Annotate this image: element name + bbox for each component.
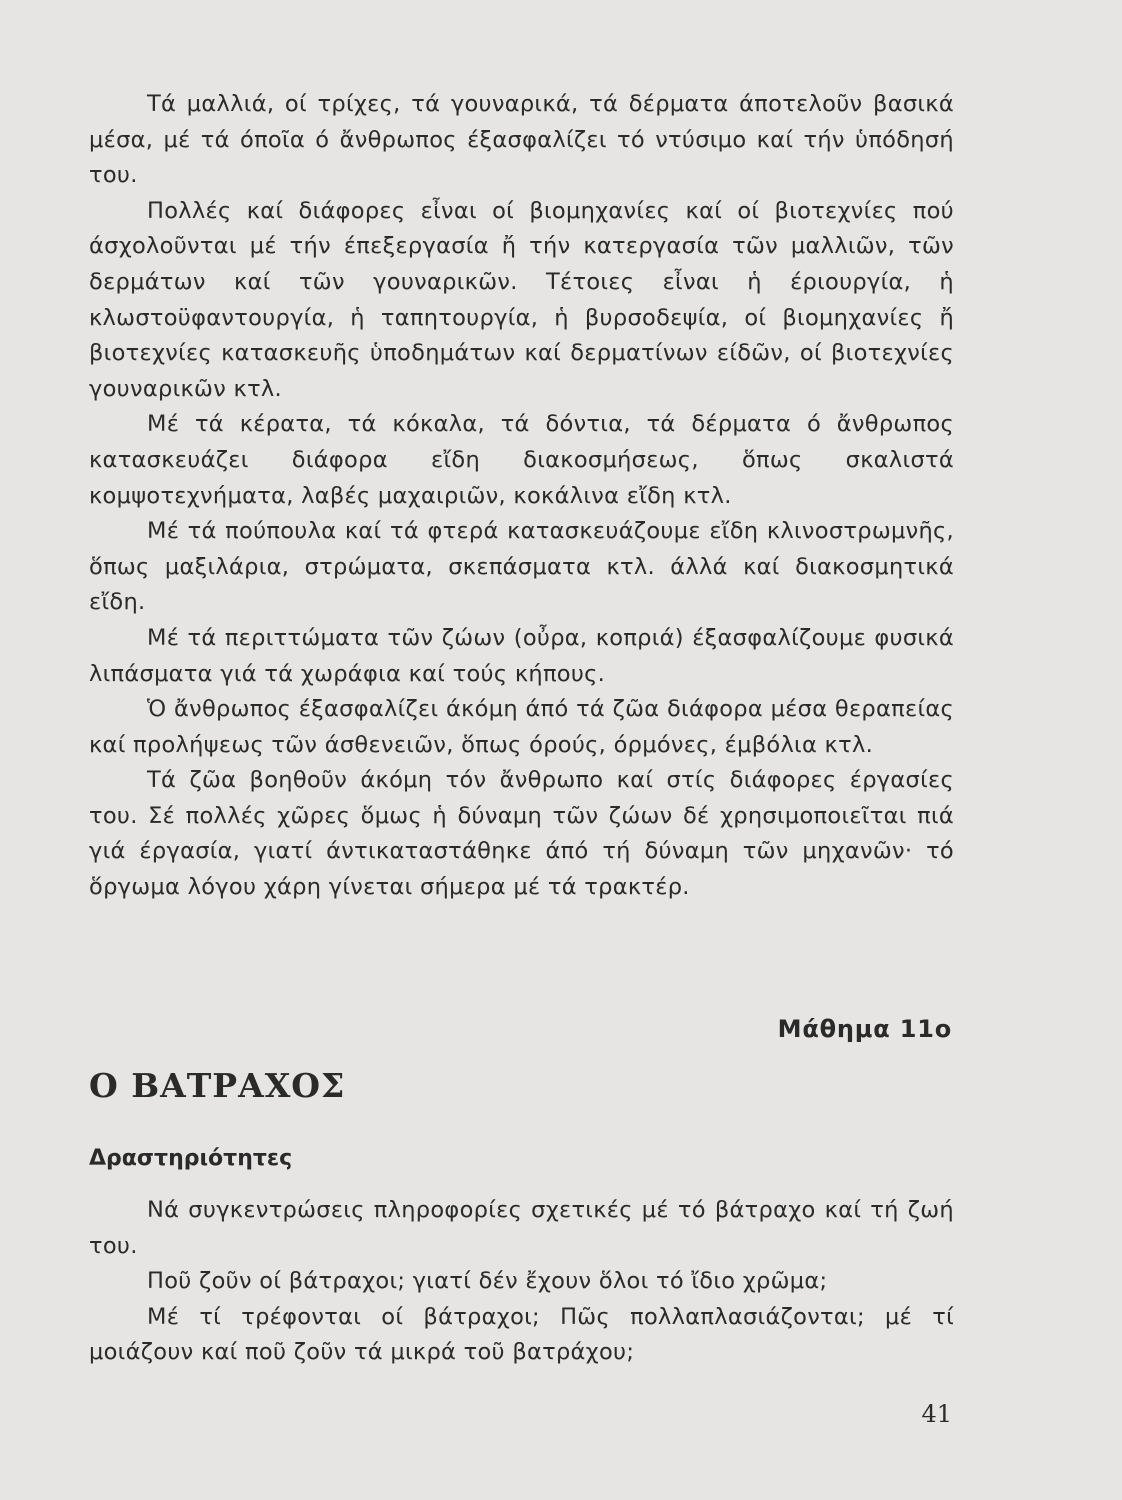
activity-paragraph: Μέ τί τρέφονται οί βάτραχοι; Πῶς πολλαπλασιάζονται; μέ τί μοιάζουν καί ποῦ ζοῦν τά μικρά τοῦ βατράχου; [89,1303,954,1366]
activities-heading: Δραστηριότητες [89,1146,293,1171]
paragraph-work-animals: Τά ζῶα βοηθοῦν άκόμη τόν ἄνθρωπο καί στίς διάφορες έργασίες του. Σέ πολλές χῶρες ὅμως ἡ δύναμη τῶν ζώων δέ χρησιμοποιεῖται πιά γιά έργασία, γιατί άντικαταστάθηκε άπό τή δύναμη τῶν μηχανῶν· τό ὅργωμα λόγου χάρη γίνεται σήμερα μέ τά τρακτέρ. [89,767,954,901]
lesson-label: Μάθημα 11ο [777,1015,952,1043]
paragraph-wool-hides: Τά μαλλιά, οί τρίχες, τά γουναρικά, τά δέρματα άποτελοῦν βασικά μέσα, μέ τά όποῖα ό ἄνθρωπος έξασφαλίζει τό ντύσιμο καί τήν ὑπόδησή του. [89,91,954,189]
activity-paragraph: Ποῦ ζοῦν οί βάτραχοι; γιατί δέν ἔχουν ὅλοι τό ἴδιο χρῶμα; [147,1268,828,1295]
page-number: 41 [921,1400,952,1428]
activity-paragraph: Νά συγκεντρώσεις πληροφορίες σχετικές μέ τό βάτραχο καί τή ζωή του. [89,1197,954,1259]
activities-section [89,1193,954,1371]
main-text-section [89,87,954,906]
chapter-title: Ο ΒΑΤΡΑΧΟΣ [89,1066,346,1105]
paragraph-horns-bones: Μέ τά κέρατα, τά κόκαλα, τά δόντια, τά δέρματα ό ἄνθρωπος κατασκευάζει διάφορα εἴδη διακοσμήσεως, ὅπως σκαλιστά κομψοτεχνήματα, λαβές μαχαιριῶν, κοκάλινα εἴδη κτλ. [89,411,954,509]
paragraph-fertilizers: Μέ τά περιττώματα τῶν ζώων (οὖρα, κοπριά) έξασφαλίζουμε φυσικά λιπάσματα γιά τά χωράφια καί τούς κήπους. [89,624,954,687]
paragraph-industries: Πολλές καί διάφορες εἶναι οί βιομηχανίες καί οί βιοτεχνίες πού άσχολοῦνται μέ τήν έπεξεργασία ἤ τήν κατεργασία τῶν μαλλιῶν, τῶν δερμάτων καί τῶν γουναρικῶν. Τέτοιες εἶναι ἡ έριουργία, ἡ κλωστοϋφαντουργία, ἡ ταπητουργία, ἡ βυρσοδεψία, οί βιομηχανίες ἤ βιοτεχνίες κατασκευῆς ὑποδημάτων καί δερματίνων είδῶν, οί βιοτεχνίες γουναρικῶν κτλ. [89,197,954,402]
paragraph-medicine: Ὁ ἄνθρωπος έξασφαλίζει άκόμη άπό τά ζῶα διάφορα μέσα θεραπείας καί προλήψεως τῶν άσθενειῶν, ὅπως όρούς, όρμόνες, έμβόλια κτλ. [89,696,954,758]
paragraph-feathers: Μέ τά πούπουλα καί τά φτερά κατασκευάζουμε εἴδη κλινοστρωμνῆς, ὅπως μαξιλάρια, στρώματα, σκεπάσματα κτλ. άλλά καί διακοσμητικά εἴδη. [89,518,954,616]
